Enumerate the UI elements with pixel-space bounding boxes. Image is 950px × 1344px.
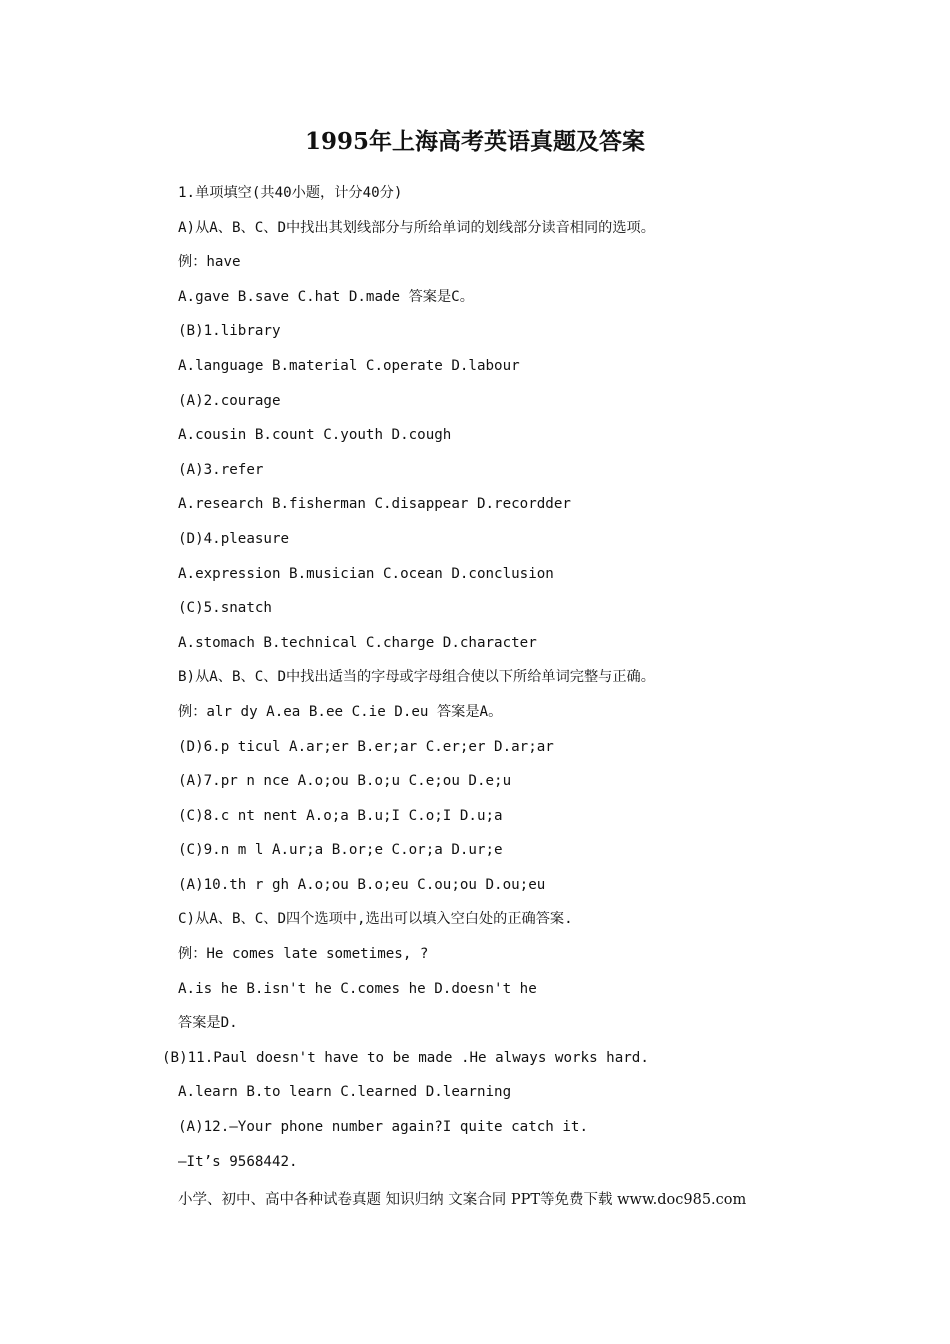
instruction-b: B)从A、B、C、D中找出适当的字母或字母组合使以下所给单词完整与正确。 [178,669,655,686]
question-1: (B)1.library [178,323,281,340]
question-4-options: A.expression B.musician C.ocean D.conclusion [178,565,554,582]
question-9: (C)9.n m l A.ur;a B.or;e C.or;a D.ur;e [178,842,503,859]
question-5: (C)5.snatch [178,600,272,617]
question-2-options: A.cousin B.count C.youth D.cough [178,427,452,444]
example-c: 例：He comes late sometimes, ? [178,946,429,963]
question-12: (A)12.—Your phone number again?I quite catch it. [178,1119,588,1136]
question-11-options: A.learn B.to learn C.learned D.learning [178,1084,512,1101]
instruction-a: A)从A、B、C、D中找出其划线部分与所给单词的划线部分读音相同的选项。 [178,219,655,236]
question-3-options: A.research B.fisherman C.disappear D.recordder [178,496,571,513]
question-12-reply: —It’s 9568442. [178,1153,298,1170]
question-6: (D)6.p ticul A.ar;er B.er;ar C.er;er D.ar;ar [178,738,554,755]
question-1-options: A.language B.material C.operate D.labour [178,357,520,374]
question-10: (A)10.th r gh A.o;ou B.o;eu C.ou;ou D.ou;eu [178,876,546,893]
section-heading: 1.单项填空(共40小题，计分40分) [178,185,403,201]
question-11: (B)11.Paul doesn't have to be made .He always works hard. [162,1049,649,1066]
example-c-options: A.is he B.isn't he C.comes he D.doesn't he [178,980,537,997]
example-word: 例：have [178,254,241,271]
example-c-answer: 答案是D. [178,1015,238,1032]
page-title: 1995年上海高考英语真题及答案 [304,128,645,155]
instruction-c: C)从A、B、C、D四个选项中,选出可以填入空白处的正确答案. [178,911,573,928]
question-5-options: A.stomach B.technical C.charge D.character [178,634,537,651]
document-body [0,178,950,1181]
question-2: (A)2.courage [178,392,281,409]
question-4: (D)4.pleasure [178,530,290,547]
page-footer: 小学、初中、高中各种试卷真题 知识归纳 文案合同 PPT等免费下载 www.doc985.com [178,1192,747,1208]
example-b: 例：alr dy A.ea B.ee C.ie D.eu 答案是A。 [178,703,503,720]
example-options: A.gave B.save C.hat D.made 答案是C。 [178,288,474,305]
question-7: (A)7.pr n nce A.o;ou B.o;u C.e;ou D.e;u [178,773,512,790]
question-3: (A)3.refer [178,461,264,478]
question-8: (C)8.c nt nent A.o;a B.u;I C.o;I D.u;a [178,807,503,824]
